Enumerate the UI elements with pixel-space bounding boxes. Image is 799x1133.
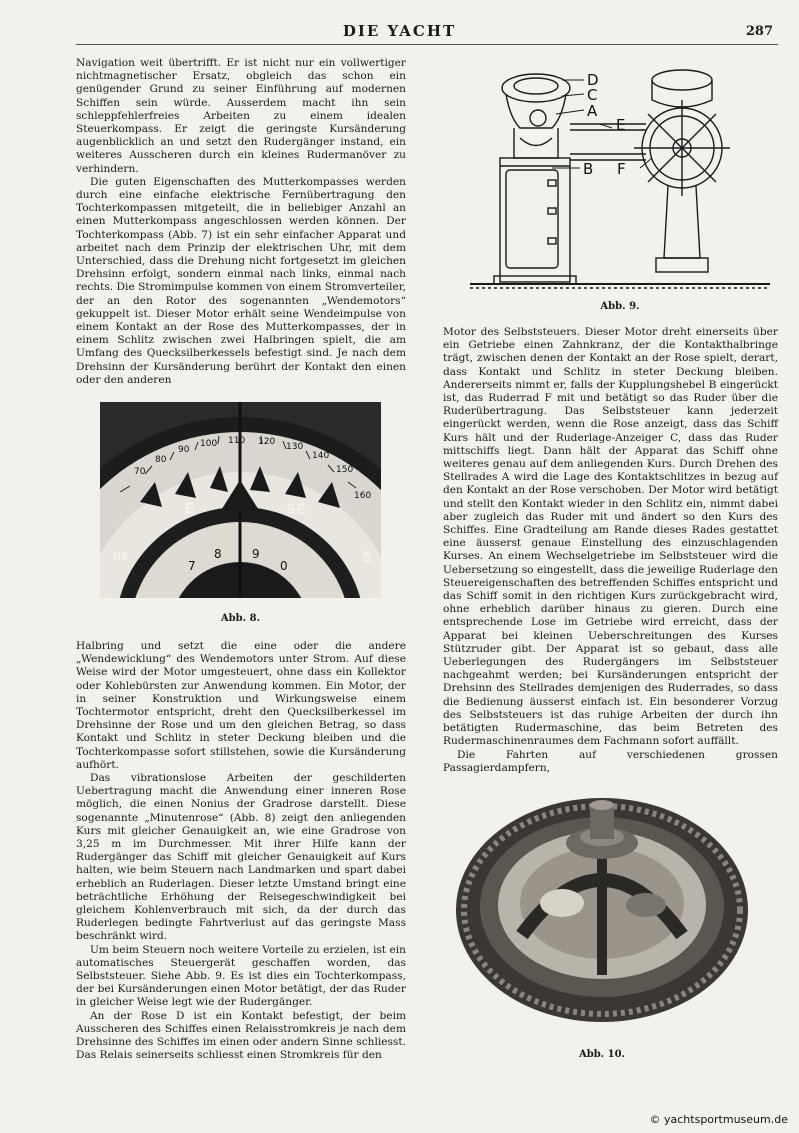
compass-letter: S: [362, 550, 373, 566]
scale-number: 80: [155, 455, 167, 465]
scale-number: 70: [134, 467, 146, 477]
running-title: DIE YACHT: [342, 22, 457, 40]
compass-letter: NE: [112, 550, 129, 563]
paragraph: An der Rose D ist ein Kontakt befestigt, der beim Ausscheren des Schiffes einen Relaisstromkreis je nach dem Drehsinne des Schiffes im einen oder andern Sinne schliesst. Das Relais seinerseits schliesst einen Stromkreis für den: [76, 1009, 406, 1062]
compass-letter: E: [184, 499, 195, 518]
scale-number: 150: [336, 465, 354, 475]
diagram-label: A: [587, 102, 598, 120]
paragraph: Das vibrationslose Arbeiten der geschilderten Uebertragung macht die Anwendung einer inneren Rose möglich, die einen Nonius der Gradrose darstellt. Diese sogenannte „Minutenrose“ (Abb. 8) zeigt den anliegenden Kurs mit gleicher Genauigkeit an, wie eine Gradrose von 3,25 m im Durchmesser. Mit ihrer Hilfe kann der Rudergänger das Schiff mit gleicher Genauigkeit auf Kurs halten, wie beim Steuern nach Landmarken und spart dabei erheblich an Ruderlagen. Dieser letzte Umstand bringt eine beträchtliche Erhöhung der Reisegeschwindigkeit bei gleichem Kohlenverbrauch mit sich, da der durch das Ruderlegen bedingte Fahrtverlust auf das geringste Mass beschränkt wird.: [76, 772, 406, 943]
scale-number: 110: [228, 436, 246, 446]
diagram-label: E: [616, 116, 626, 134]
copyright-watermark: © yachtsportmuseum.de: [647, 1112, 791, 1127]
figure-caption-abb10: Abb. 10.: [578, 1049, 626, 1060]
paragraph: Navigation weit übertrifft. Er ist nicht nur ein vollwertiger nichtmagnetischer Ersatz, obgleich das schon ein genügender Grund zu seiner Einführung auf modernen Schiffen sein würde. Ausserdem macht ihn sein schleppfehlerfreies Arbeiten zu einem idealen Steuerkompass. Er zeigt die geringste Kursänderung augenblicklich an und setzt den Rudergänger instand, ein weiteres Ausscheren durch ein kleines Rudermanöver zu verhindern.: [76, 57, 406, 175]
figure-caption-abb8: Abb. 8.: [220, 613, 261, 624]
figure-abb10-mechanism-photo: [452, 785, 752, 1030]
inner-digit: 0: [280, 559, 288, 573]
inner-digit: 8: [214, 547, 222, 561]
diagram-label: D: [587, 71, 599, 89]
figure-abb9-steering-diagram: [470, 58, 770, 290]
header-rule: [76, 44, 778, 45]
diagram-label: B: [583, 160, 594, 178]
paragraph: Motor des Selbststeuers. Dieser Motor dreht einerseits über ein Getriebe einen Zahnkranz, der die Kontakthalbringe trägt, zwischen denen der Kontakt an der Rose spielt, derart, dass Kontakt und Schlitz in steter Deckung bleiben. Andererseits nimmt er, falls der Kupplungshebel B eingerückt ist, das Ruderrad F mit und betätigt so das Ruder über die Ruderübertragung. Das Selbststeuer kann jederzeit eingerückt werden, wenn die Rose anzeigt, dass das Schiff Kurs hält und der Ruderlage-Anzeiger C, dass das Ruder mittschiffs liegt. Dann hält der Apparat das Schiff ohne weiteres genau auf dem anliegenden Kurs. Durch Drehen des Stellrades A wird die Lage des Kontaktschlitzes in bezug auf den Kontakt an der Rose verschoben. Der Motor wird betätigt und stellt den Kontakt wieder in den Schlitz ein, nimmt dabei aber zugleich das Ruder mit und ändert so den Kurs des Schiffes. Eine Gradteilung am Rande dieses Rades gestattet eine äusserst genaue Einstellung des einzuschlagenden Kurses. An einem Wechselgetriebe im Selbststeuer wird die Uebersetzung so eingestellt, dass die jeweilige Ruderlage den Steuereigenschaften des betreffenden Schiffes entspricht und das Schiff somit in den richtigen Kurs zurückgebracht wird, ohne erheblich darüber hinaus zu gieren. Durch eine entsprechende Lose im Getriebe wird erreicht, dass der Apparat bei kleinen Ueberschreitungen des Kurses Stützruder gibt. Der Apparat ist so gebaut, dass alle Ueberlegungen des Rudergängers im Selbststeuer nachgeahmt werden; bei Kursänderungen entspricht der Drehsinn des Stellrades demjenigen des Ruderrades, so dass die Bedienung äusserst einfach ist. Ein besonderer Vorzug des Selbststeuers ist das ruhige Arbeiten der durch ihn betätigten Rudermaschine, das beim Betreten des Rudermaschinenraumes dem Fachmann sofort auffällt.: [443, 326, 778, 748]
paragraph: Um beim Steuern noch weitere Vorteile zu erzielen, ist ein automatisches Steuergerät geschaffen worden, das Selbststeuer. Siehe Abb. 9. Es ist dies ein Tochterkompass, der bei Kursänderungen einen Motor betätigt, der das Ruder in gleicher Weise legt wie der Rudergänger.: [76, 943, 406, 1009]
inner-digit: 9: [252, 547, 260, 561]
inner-digit: 7: [188, 559, 196, 573]
scale-number: 90: [178, 445, 190, 455]
paragraph: Die guten Eigenschaften des Mutterkompasses werden durch eine einfache elektrische Fernübertragung den Tochterkompassen mitgeteilt, die in beliebiger Anzahl an einen Mutterkompass angeschlossen werden können. Der Tochterkompass (Abb. 7) ist ein sehr einfacher Apparat und arbeitet nach dem Prinzip der elektrischen Uhr, mit dem Unterschied, dass die Drehung nicht fortgesetzt im gleichen Drehsinn erfolgt, sondern einmal nach links, einmal nach rechts. Die Stromimpulse kommen von einem Stromverteiler, der an den Rotor des sogenannten „Wendemotors“ gekuppelt ist. Dieser Motor erhält seine Wendeimpulse von einem Kontakt an der Rose des Mutterkompasses, der in einem Schlitz zwischen zwei Halbringen spielt, die am Umfang des Quecksilberkessels befestigt sind. Je nach dem Drehsinn der Kursänderung berührt der Kontakt den einen oder den anderen: [76, 175, 406, 386]
scale-number: 120: [258, 437, 276, 447]
compass-letter: SE: [286, 502, 306, 518]
scale-number: 130: [286, 442, 304, 452]
scale-number: 160: [354, 491, 372, 501]
figure-caption-abb9: Abb. 9.: [600, 301, 640, 312]
scale-number: 100: [200, 439, 218, 449]
figure-abb8-compass-photo: [100, 402, 381, 598]
left-column-bottom: [76, 640, 406, 1063]
page-number: 287: [745, 24, 773, 39]
left-column-top: [76, 57, 406, 387]
diagram-label: C: [587, 86, 598, 104]
scale-number: 140: [312, 451, 330, 461]
paragraph: Die Fahrten auf verschiedenen grossen Passagierdampfern,: [443, 748, 778, 774]
diagram-label: F: [617, 160, 626, 178]
right-column: [443, 326, 778, 775]
paragraph: Halbring und setzt die eine oder die andere „Wendewicklung“ des Wendemotors unter Strom. Auf diese Weise wird der Motor umgesteuert, ohne dass ein Kollektor oder Kohlebürsten zur Anwendung kommen. Ein Motor, der in seiner Konstruktion und Wirkungsweise einem Tochtermotor entspricht, dreht den Quecksilberkessel im Drehsinne der Rose und um den gleichen Betrag, so dass Kontakt und Schlitz in steter Deckung bleiben und die Tochterkompasse sofort stillstehen, sowie die Kursänderung aufhört.: [76, 640, 406, 771]
